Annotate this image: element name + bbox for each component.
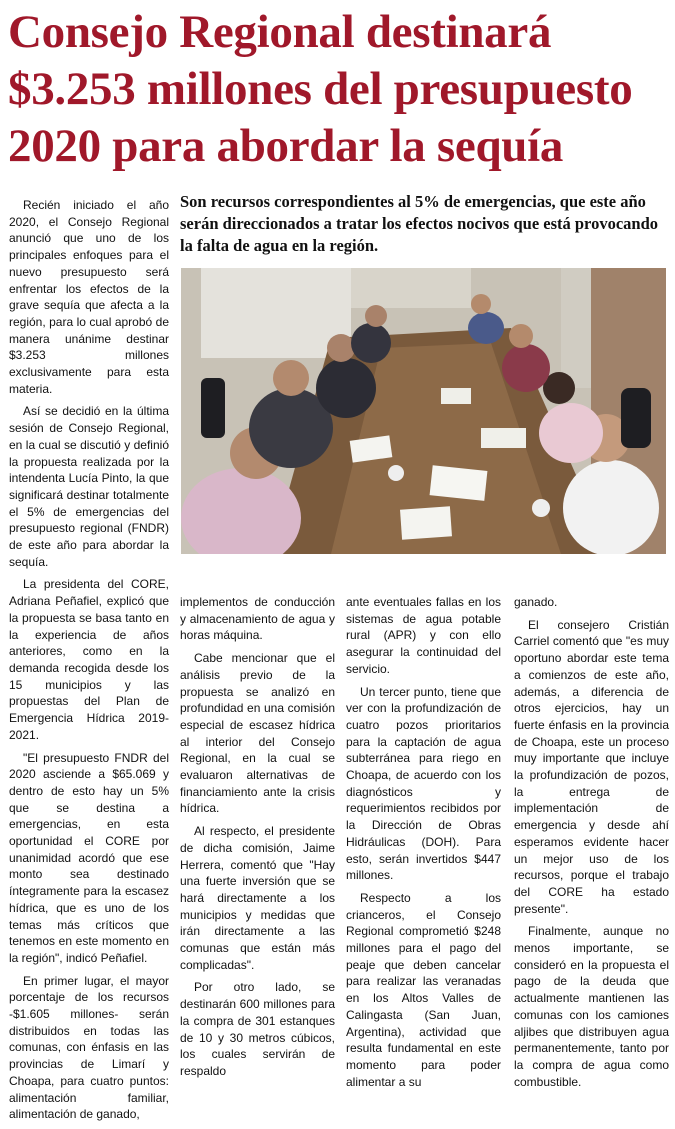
paragraph: Un tercer punto, tiene que ver con la profundización de cuatro pozos prioritarios para la captación de agua subterránea para riego en Choapa, de acuerdo con los diagnósticos y requerimientos recibidos por la Dirección de Obras Hidráulicas (DOH). Para esto, serán invertidos $447 millones.: [346, 684, 501, 883]
paragraph: El consejero Cristián Carriel comentó que "es muy oportuno abordar este tema a comienzos de este año, además, a diferencia de otros ejercicios, hay un fuerte énfasis en la provincia de Choapa, este un proceso muy importante que incluye la profundización de pozos, la entrega de implementación de emergencia y desde ahí esperamos evidente hacer un mejor uso de los recursos, porque el trabajo del CORE ha estado presente".: [514, 617, 669, 916]
subheadline: Son recursos correspondientes al 5% de emergencias, que este año serán direccionados a tratar los efectos nocivos que está provocando la falta de agua en la región.: [180, 192, 659, 255]
paragraph: implementos de conducción y almacenamiento de agua y horas máquina.: [180, 595, 335, 643]
paragraph: Finalmente, aunque no menos importante, se consideró en la propuesta el pago de la deuda que actualmente mantienen las comunas con los camiones aljibes que distribuyen agua permanentemente, tanto por la compra de agua como combustible.: [514, 924, 669, 1089]
council-session-photo: [181, 268, 666, 554]
paragraph: Respecto a los crianceros, el Consejo Regional comprometió $248 millones para el pago del peaje que deben cancelar para realizar las veranadas en los Altos Valles de Calingasta (San Juan, Argentina), actividad que resulta fundamental en este momento para poder alimentar a su: [346, 890, 501, 1089]
paragraph: "El presupuesto FNDR del 2020 asciende a $65.069 y dentro de esto hay un 5% que se destina a emergencias, en esta oportunidad el CORE por unanimidad acordó que ese monto sea destinado íntegramente para la escasez hídrica, que es uno de los temas más críticos que tenemos en este momento en la región", indicó Peñafiel.: [9, 750, 169, 965]
paragraph: ganado.: [514, 595, 558, 609]
paragraph: Por otro lado, se destinarán 600 millones para la compra de 301 estanques de 10 y 30 metros cúbicos, los cuales servirán de respaldo: [180, 980, 335, 1078]
paragraph: ante eventuales fallas en los sistemas de agua potable rural (APR) y con ello asegurar la continuidad del servicio.: [346, 595, 501, 676]
article-column-2: [180, 594, 335, 1086]
paragraph: La presidenta del CORE, Adriana Peñafiel, explicó que la propuesta se basa tanto en la experiencia de años anteriores, como en la demanda recogida desde los 15 municipios y las propuestas del Plan de Emergencia Hídrica 2019-2021.: [9, 577, 169, 742]
article-column-1: [9, 197, 169, 1129]
paragraph: Cabe mencionar que el análisis previo de la propuesta se analizó en profundidad en una comisión especial de escasez hídrica al interior del Consejo Regional, en la cual se evaluaron alternativas de financiamiento ante la crisis hídrica.: [180, 651, 335, 816]
article-column-4: [514, 594, 669, 1096]
headline: Consejo Regional destinará $3.253 millones del presupuesto 2020 para abordar la sequía: [8, 6, 633, 172]
paragraph: En primer lugar, el mayor porcentaje de los recursos -$1.605 millones- serán distribuidos en todas las comunas, con énfasis en las provincias de Limarí y Choapa, para cuatro puntos: alimentación familiar, alimentación de ganado,: [9, 973, 169, 1122]
paragraph: Así se decidió en la última sesión de Consejo Regional, en la cual se discutió y definió la propuesta realizada por la intendenta Lucía Pinto, la que significará destinar totalmente el 5% de emergencias del presupuesto regional (FNDR) de este año para abordar la sequía.: [9, 404, 169, 569]
paragraph: Recién iniciado el año 2020, el Consejo Regional anunció que uno de los principales enfoques para el nuevo presupuesto será enfrentar los efectos de la grave sequía que afecta a la región, para lo cual aprobó de manera unánime destinar $3.253 millones exclusivamente para esta materia.: [9, 198, 169, 396]
paragraph: Al respecto, el presidente de dicha comisión, Jaime Herrera, comentó que "Hay una fuerte inversión que se hará directamente a los municipios y medidas que irán directamente a las comunas que están más complicadas".: [180, 824, 335, 972]
article-column-3: [346, 594, 501, 1096]
